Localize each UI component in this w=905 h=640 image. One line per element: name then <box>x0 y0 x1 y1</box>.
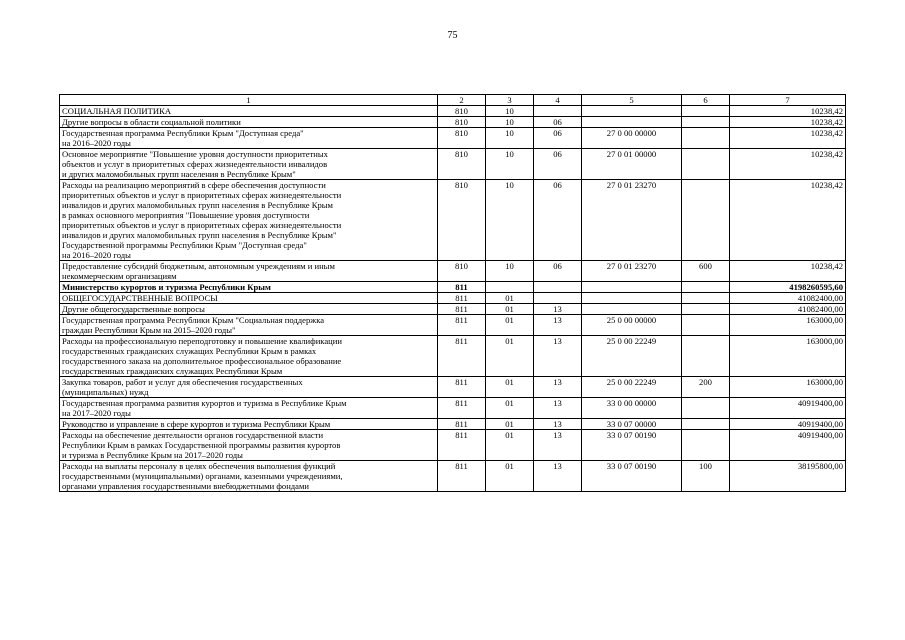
row-section-code: 10 <box>486 149 534 180</box>
row-target-code: 25 0 00 00000 <box>582 315 682 336</box>
row-ministry-code: 811 <box>438 293 486 304</box>
table-row <box>60 149 846 180</box>
row-ministry-code: 811 <box>438 419 486 430</box>
row-amount: 40919400,00 <box>730 430 846 461</box>
row-name-cell: Основное мероприятие "Повышение уровня доступности приоритетных объектов и услуг в приоритетных сферах жизнедеятельности инвалидов и других маломобильных групп населения в Республике Крым" <box>60 149 438 180</box>
row-expense-type-code <box>682 398 730 419</box>
row-expense-type-code <box>682 336 730 377</box>
row-amount: 10238,42 <box>730 117 846 128</box>
row-section-code: 01 <box>486 430 534 461</box>
row-amount: 40919400,00 <box>730 398 846 419</box>
row-subsection-code <box>534 106 582 117</box>
row-amount: 10238,42 <box>730 106 846 117</box>
row-name-cell: Другие вопросы в области социальной политики <box>60 117 438 128</box>
row-expense-type-code <box>682 128 730 149</box>
row-subsection-code <box>534 282 582 293</box>
table-row <box>60 117 846 128</box>
row-name-cell: Руководство и управление в сфере курортов и туризма Республики Крым <box>60 419 438 430</box>
row-ministry-code: 811 <box>438 430 486 461</box>
row-ministry-code: 811 <box>438 377 486 398</box>
row-subsection-code: 06 <box>534 180 582 261</box>
table-row <box>60 336 846 377</box>
row-subsection-code: 13 <box>534 377 582 398</box>
row-section-code: 10 <box>486 128 534 149</box>
row-expense-type-code <box>682 180 730 261</box>
table-row <box>60 261 846 282</box>
row-ministry-code: 811 <box>438 315 486 336</box>
row-target-code <box>582 106 682 117</box>
row-amount: 38195800,00 <box>730 461 846 492</box>
row-ministry-code: 811 <box>438 461 486 492</box>
row-name-cell: СОЦИАЛЬНАЯ ПОЛИТИКА <box>60 106 438 117</box>
row-ministry-code: 811 <box>438 398 486 419</box>
table-row <box>60 304 846 315</box>
table-row <box>60 315 846 336</box>
row-target-code: 27 0 01 23270 <box>582 261 682 282</box>
row-subsection-code: 13 <box>534 315 582 336</box>
row-section-code: 01 <box>486 398 534 419</box>
row-ministry-code: 810 <box>438 149 486 180</box>
row-name-cell: Другие общегосударственные вопросы <box>60 304 438 315</box>
row-target-code: 33 0 07 00000 <box>582 419 682 430</box>
row-expense-type-code: 200 <box>682 377 730 398</box>
row-name-cell: Расходы на обеспечение деятельности органов государственной власти Республики Крым в рамках Государственной программы развития курортов и туризма в Республике Крым на 2017–2020 годы <box>60 430 438 461</box>
table-row <box>60 106 846 117</box>
row-ministry-code: 810 <box>438 106 486 117</box>
row-subsection-code: 06 <box>534 128 582 149</box>
row-name-cell: Государственная программа Республики Крым "Социальная поддержка граждан Республики Крым на 2015–2020 годы" <box>60 315 438 336</box>
row-target-code <box>582 304 682 315</box>
header-col-6: 6 <box>682 95 730 106</box>
row-section-code: 01 <box>486 315 534 336</box>
table-row <box>60 128 846 149</box>
row-expense-type-code <box>682 430 730 461</box>
row-target-code: 33 0 07 00190 <box>582 430 682 461</box>
row-name-cell: Министерство курортов и туризма Республики Крым <box>60 282 438 293</box>
row-target-code: 27 0 01 23270 <box>582 180 682 261</box>
row-section-code: 10 <box>486 261 534 282</box>
row-target-code <box>582 282 682 293</box>
table-row <box>60 293 846 304</box>
row-section-code: 01 <box>486 293 534 304</box>
row-section-code: 10 <box>486 106 534 117</box>
row-amount: 163000,00 <box>730 315 846 336</box>
table-row <box>60 282 846 293</box>
row-name-cell: Государственная программа развития курортов и туризма в Республике Крым на 2017–2020 годы <box>60 398 438 419</box>
table-row <box>60 461 846 492</box>
row-ministry-code: 811 <box>438 304 486 315</box>
row-subsection-code: 06 <box>534 261 582 282</box>
row-ministry-code: 811 <box>438 282 486 293</box>
row-subsection-code: 06 <box>534 117 582 128</box>
row-section-code: 10 <box>486 117 534 128</box>
row-expense-type-code: 100 <box>682 461 730 492</box>
row-subsection-code: 13 <box>534 419 582 430</box>
row-target-code: 27 0 01 00000 <box>582 149 682 180</box>
row-expense-type-code <box>682 304 730 315</box>
row-ministry-code: 810 <box>438 128 486 149</box>
row-name-cell: Расходы на профессиональную переподготовку и повышение квалификации государственных гражданских служащих Республики Крым в рамках государственного заказа на дополнительное профессиональное образование государственных гражданских служащих Республики Крым <box>60 336 438 377</box>
row-expense-type-code <box>682 419 730 430</box>
table-body <box>60 106 846 492</box>
row-section-code: 10 <box>486 180 534 261</box>
row-subsection-code: 13 <box>534 398 582 419</box>
row-expense-type-code <box>682 106 730 117</box>
header-col-7: 7 <box>730 95 846 106</box>
table-header-row <box>60 95 846 106</box>
row-subsection-code: 13 <box>534 336 582 377</box>
row-expense-type-code <box>682 315 730 336</box>
row-expense-type-code <box>682 149 730 180</box>
row-target-code <box>582 293 682 304</box>
row-section-code: 01 <box>486 419 534 430</box>
row-ministry-code: 811 <box>438 336 486 377</box>
row-expense-type-code: 600 <box>682 261 730 282</box>
header-col-1: 1 <box>60 95 438 106</box>
table-row <box>60 180 846 261</box>
row-subsection-code: 06 <box>534 149 582 180</box>
row-name-cell: Государственная программа Республики Крым "Доступная среда" на 2016–2020 годы <box>60 128 438 149</box>
table-row <box>60 419 846 430</box>
row-name-cell: ОБЩЕГОСУДАРСТВЕННЫЕ ВОПРОСЫ <box>60 293 438 304</box>
row-target-code: 27 0 00 00000 <box>582 128 682 149</box>
table-row <box>60 398 846 419</box>
row-amount: 41082400,00 <box>730 293 846 304</box>
row-amount: 40919400,00 <box>730 419 846 430</box>
page-number: 75 <box>447 30 458 41</box>
row-expense-type-code <box>682 282 730 293</box>
row-target-code: 25 0 00 22249 <box>582 377 682 398</box>
row-target-code: 33 0 00 00000 <box>582 398 682 419</box>
row-expense-type-code <box>682 117 730 128</box>
row-section-code <box>486 282 534 293</box>
table-row <box>60 377 846 398</box>
row-name-cell: Предоставление субсидий бюджетным, автономным учреждениям и иным некоммерческим организациям <box>60 261 438 282</box>
row-ministry-code: 810 <box>438 180 486 261</box>
row-name-cell: Расходы на реализацию мероприятий в сфере обеспечения доступности приоритетных объектов и услуг в приоритетных сферах жизнедеятельности инвалидов и других маломобильных групп населения в Республике Крым в рамках основного мероприятия "Повышение уровня доступности приоритетных объектов и услуг в приоритетных сферах жизнедеятельности инвалидов и других маломобильных групп населения в Республике Крым" Государственной программы Республики Крым "Доступная среда" на 2016–2020 годы <box>60 180 438 261</box>
row-subsection-code: 13 <box>534 304 582 315</box>
budget-table <box>59 94 846 492</box>
header-col-5: 5 <box>582 95 682 106</box>
row-amount: 41082400,00 <box>730 304 846 315</box>
row-amount: 10238,42 <box>730 180 846 261</box>
row-subsection-code <box>534 293 582 304</box>
row-amount: 163000,00 <box>730 377 846 398</box>
row-subsection-code: 13 <box>534 461 582 492</box>
row-ministry-code: 810 <box>438 261 486 282</box>
header-col-3: 3 <box>486 95 534 106</box>
row-name-cell: Расходы на выплаты персоналу в целях обеспечения выполнения функций государственными (муниципальными) органами, казенными учреждениями, органами управления государственными внебюджетными фондами <box>60 461 438 492</box>
row-name-cell: Закупка товаров, работ и услуг для обеспечения государственных (муниципальных) нужд <box>60 377 438 398</box>
row-amount: 10238,42 <box>730 149 846 180</box>
header-col-4: 4 <box>534 95 582 106</box>
header-col-2: 2 <box>438 95 486 106</box>
row-expense-type-code <box>682 293 730 304</box>
row-section-code: 01 <box>486 336 534 377</box>
row-ministry-code: 810 <box>438 117 486 128</box>
row-section-code: 01 <box>486 304 534 315</box>
row-target-code: 33 0 07 00190 <box>582 461 682 492</box>
row-section-code: 01 <box>486 377 534 398</box>
row-amount: 10238,42 <box>730 261 846 282</box>
row-target-code: 25 0 00 22249 <box>582 336 682 377</box>
row-section-code: 01 <box>486 461 534 492</box>
table-row <box>60 430 846 461</box>
row-amount: 4198260595,60 <box>730 282 846 293</box>
row-amount: 10238,42 <box>730 128 846 149</box>
row-amount: 163000,00 <box>730 336 846 377</box>
row-target-code <box>582 117 682 128</box>
row-subsection-code: 13 <box>534 430 582 461</box>
